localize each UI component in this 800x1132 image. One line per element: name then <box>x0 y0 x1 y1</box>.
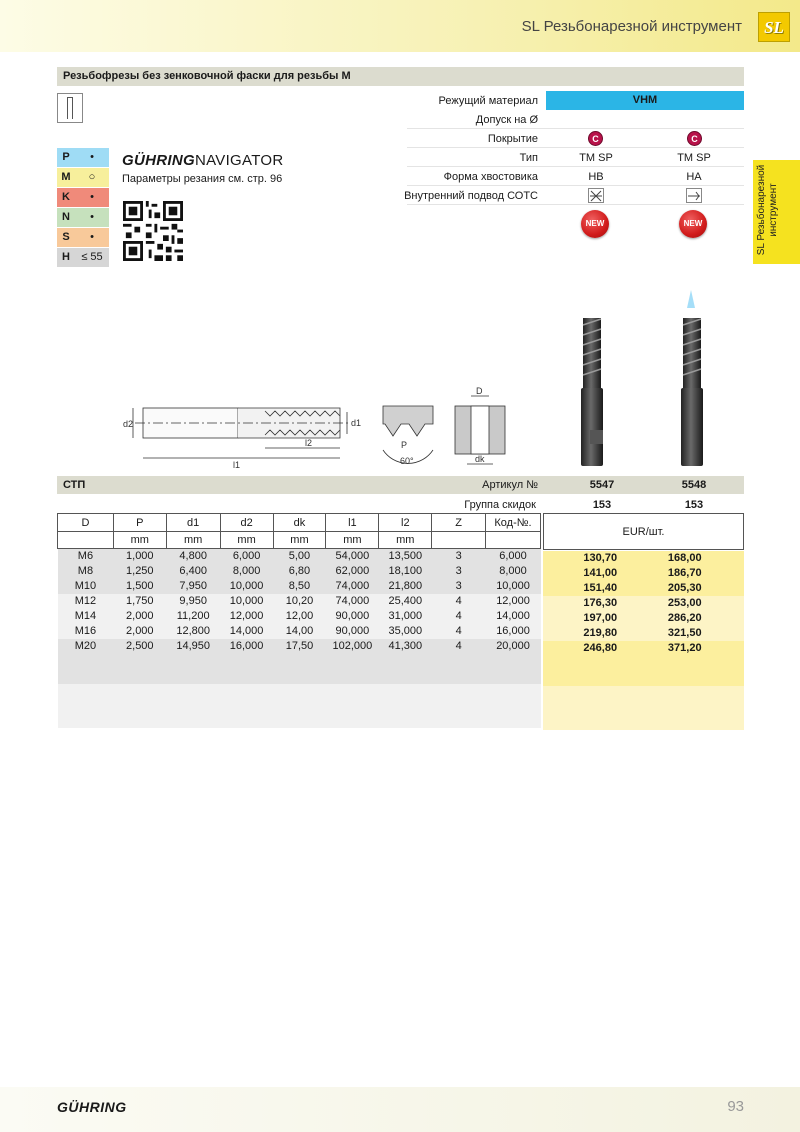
table-cell: 90,000 <box>335 625 370 637</box>
divider <box>407 166 744 167</box>
table-cell: 14,00 <box>285 625 314 637</box>
column-header: d2 <box>220 514 273 532</box>
table-cell: 6,400 <box>179 565 207 577</box>
table-cell: 102,000 <box>332 640 373 652</box>
material-letter: P <box>57 148 75 167</box>
table-cell: 8,50 <box>288 580 311 592</box>
cutter-profile-drawing <box>133 408 350 458</box>
table-cell: 3 <box>455 580 462 592</box>
column-header: D <box>58 514 114 532</box>
no-coolant-icon <box>588 188 604 203</box>
price-cell: 246,80 <box>583 642 618 654</box>
cutting-material-value: VHM <box>546 91 744 110</box>
dim-dk-label: dk <box>475 454 485 464</box>
table-cell: 17,50 <box>285 640 314 652</box>
table-cell: M16 <box>74 625 97 637</box>
material-letter: M <box>57 168 75 187</box>
table-cell: 3 <box>455 565 462 577</box>
prop-type-label: Тип <box>519 152 538 164</box>
article-number[interactable]: 5547 <box>589 479 615 491</box>
material-value: • <box>75 148 109 167</box>
table-row <box>58 579 541 594</box>
table-row <box>58 564 541 579</box>
technical-drawings <box>115 380 535 470</box>
unit-cell <box>432 532 486 549</box>
thread-profile-drawing <box>383 406 433 463</box>
price-cell: 371,20 <box>667 642 702 654</box>
table-cell: M12 <box>74 595 97 607</box>
price-row <box>543 611 744 626</box>
table-cell: M14 <box>74 610 97 622</box>
thread-mill-photo-5547 <box>581 318 603 466</box>
table-cell: 8,000 <box>499 565 527 577</box>
coating-icon: C <box>588 131 603 146</box>
material-value: • <box>75 228 109 247</box>
type-value: TM SP <box>579 152 613 164</box>
price-row <box>543 626 744 641</box>
price-cell: 176,30 <box>583 597 618 609</box>
tool-type-icon <box>57 93 83 123</box>
new-badge: NEW <box>679 210 707 238</box>
price-table <box>543 551 744 730</box>
unit-cell: mm <box>273 532 326 549</box>
qr-code-icon[interactable] <box>123 201 183 261</box>
chapter-side-tab[interactable] <box>753 160 800 264</box>
unit-cell <box>486 532 541 549</box>
table-cell: 4 <box>455 625 462 637</box>
material-letter: H <box>57 248 75 267</box>
shank-value: HB <box>588 171 604 183</box>
price-row <box>543 581 744 596</box>
material-row-s <box>57 228 109 247</box>
price-cell: 286,20 <box>667 612 702 624</box>
price-cell: 130,70 <box>583 552 618 564</box>
material-row-m <box>57 168 109 187</box>
table-row <box>58 549 541 564</box>
ctp-bar <box>57 476 744 494</box>
product-photos <box>570 290 720 475</box>
column-header: l2 <box>379 514 432 532</box>
divider <box>407 185 744 186</box>
section-title: Резьбофрезы без зенковочной фаски для резьбы M <box>57 67 744 86</box>
unit-cell: mm <box>166 532 220 549</box>
table-row <box>58 594 541 609</box>
table-cell: 6,000 <box>499 550 527 563</box>
table-row <box>58 639 541 654</box>
dim-angle-label: 60° <box>400 456 414 466</box>
table-cell: 18,100 <box>388 565 423 577</box>
prop-coating-label: Покрытие <box>487 133 538 145</box>
table-cell: 14,950 <box>176 640 210 652</box>
table-cell: M6 <box>77 550 94 563</box>
shank-value: HA <box>686 171 702 183</box>
coating-icon: C <box>687 131 702 146</box>
material-letter: N <box>57 208 75 227</box>
table-cell: M8 <box>77 565 94 577</box>
unit-cell: mm <box>113 532 166 549</box>
prop-tolerance-label: Допуск на Ø <box>475 114 538 126</box>
table-cell: 10,000 <box>229 580 264 592</box>
article-label: Артикул № <box>482 479 538 491</box>
price-cell: 197,00 <box>583 612 618 624</box>
page-header-title: SL Резьбонарезной инструмент <box>521 18 742 35</box>
price-cell: 253,00 <box>667 597 702 609</box>
navigator-brand: GÜHRING <box>122 152 195 169</box>
dimensions-table <box>57 513 541 728</box>
table-cell: 7,950 <box>179 580 207 592</box>
table-cell: 54,000 <box>335 550 370 563</box>
material-row-p <box>57 148 109 167</box>
unit-cell: mm <box>326 532 379 549</box>
price-cell: 321,50 <box>667 627 702 639</box>
divider <box>407 204 744 205</box>
table-cell: 12,800 <box>176 625 210 637</box>
table-cell: 16,000 <box>229 640 264 652</box>
table-header-row <box>58 514 541 532</box>
price-row <box>543 566 744 581</box>
table-cell: 16,000 <box>496 625 530 637</box>
article-number[interactable]: 5548 <box>681 479 707 491</box>
table-cell: 13,500 <box>388 550 423 563</box>
price-cell: 186,70 <box>667 567 702 579</box>
column-header: Код-№. <box>486 514 541 532</box>
column-header: Z <box>432 514 486 532</box>
table-cell: 74,000 <box>335 595 370 607</box>
discount-group-value: 153 <box>592 499 612 511</box>
material-value: • <box>75 188 109 207</box>
table-cell: 14,000 <box>496 610 530 622</box>
table-cell: 4 <box>455 610 462 622</box>
page-number: 93 <box>727 1098 744 1115</box>
table-cell: 12,000 <box>229 610 264 622</box>
material-letter: S <box>57 228 75 247</box>
table-cell: 6,80 <box>288 565 311 577</box>
discount-group-label: Группа скидок <box>464 499 536 511</box>
price-cell: 205,30 <box>667 582 702 594</box>
prop-coolant-label: Внутренний подвод СОТС <box>404 190 538 202</box>
table-cell: 6,000 <box>232 550 261 563</box>
column-header: d1 <box>166 514 220 532</box>
prop-cutting-material-label: Режущий материал <box>438 95 538 107</box>
table-cell: 21,800 <box>388 580 423 592</box>
footer-guhring-logo: GÜHRING <box>57 1099 127 1115</box>
price-filler-row <box>543 686 744 730</box>
guhring-navigator-logo[interactable] <box>122 152 284 169</box>
price-row <box>543 641 744 656</box>
table-cell: 90,000 <box>335 610 370 622</box>
price-row <box>543 596 744 611</box>
table-cell: 5,00 <box>288 550 311 563</box>
dim-D-label: D <box>476 386 483 396</box>
material-table <box>57 148 109 268</box>
unit-cell <box>58 532 114 549</box>
table-cell: 41,300 <box>388 640 423 652</box>
table-cell: M10 <box>74 580 97 592</box>
chapter-side-tab-label: SL Резьбонарезной инструмент <box>756 164 779 256</box>
column-header: dk <box>273 514 326 532</box>
dim-pitch-label: P <box>401 440 408 450</box>
table-row <box>58 609 541 624</box>
table-cell: 25,400 <box>388 595 423 607</box>
navigator-suffix: NAVIGATOR <box>194 152 284 169</box>
thread-mill-photo-5548 <box>681 290 703 466</box>
price-cell: 151,40 <box>583 582 618 594</box>
sl-logo: SL <box>758 12 790 42</box>
table-cell: 9,950 <box>179 595 207 607</box>
table-cell: 62,000 <box>335 565 370 577</box>
table-cell: 1,750 <box>126 595 154 607</box>
material-row-k <box>57 188 109 207</box>
table-cell: 1,000 <box>126 550 154 563</box>
table-cell: 2,500 <box>126 640 154 652</box>
type-value: TM SP <box>677 152 711 164</box>
internal-coolant-icon <box>686 188 702 203</box>
ctp-label: СТП <box>63 479 86 491</box>
dim-d1-label: d1 <box>351 418 362 428</box>
price-header: EUR/шт. <box>543 513 744 550</box>
new-badge: NEW <box>581 210 609 238</box>
material-value: ≤ 55 <box>75 248 109 267</box>
dim-l1-label: l1 <box>233 460 241 470</box>
table-filler-cell <box>58 654 541 684</box>
table-cell: 12,000 <box>496 595 530 607</box>
table-cell: 10,000 <box>496 580 530 592</box>
column-header: P <box>113 514 166 532</box>
divider <box>407 128 744 129</box>
table-cell: 1,500 <box>126 580 154 592</box>
table-cell: 3 <box>455 550 462 563</box>
table-cell: 20,000 <box>496 640 530 652</box>
material-value: • <box>75 208 109 227</box>
table-row <box>58 624 541 639</box>
material-value: ○ <box>75 168 109 187</box>
table-cell: 10,000 <box>229 595 264 607</box>
dim-d2-label: d2 <box>123 419 134 429</box>
table-units-row <box>58 532 541 549</box>
price-filler-row <box>543 656 744 686</box>
price-cell: 168,00 <box>667 552 702 564</box>
table-filler-row <box>58 684 541 728</box>
unit-cell: mm <box>379 532 432 549</box>
table-cell: 2,000 <box>126 625 154 637</box>
table-cell: 2,000 <box>126 610 154 622</box>
price-cell: 219,80 <box>583 627 618 639</box>
discount-group-value: 153 <box>684 499 704 511</box>
table-cell: M20 <box>74 640 97 652</box>
table-cell: 35,000 <box>388 625 423 637</box>
table-cell: 4 <box>455 595 462 607</box>
material-row-n <box>57 208 109 227</box>
dim-l2-label: l2 <box>305 438 313 448</box>
divider <box>407 147 744 148</box>
price-cell: 141,00 <box>583 567 618 579</box>
table-cell: 1,250 <box>126 565 154 577</box>
prop-shank-label: Форма хвостовика <box>443 171 538 183</box>
table-cell: 11,200 <box>176 610 210 622</box>
table-cell: 31,000 <box>388 610 423 622</box>
table-cell: 14,000 <box>229 625 264 637</box>
material-row-h <box>57 248 109 267</box>
table-filler-row <box>58 654 541 684</box>
unit-cell: mm <box>220 532 273 549</box>
cutting-params-note: Параметры резания см. стр. 96 <box>122 173 283 185</box>
price-row <box>543 551 744 566</box>
table-cell: 4,800 <box>179 550 207 563</box>
table-cell: 8,000 <box>232 565 261 577</box>
table-cell: 12,00 <box>285 610 314 622</box>
table-filler-cell <box>58 684 541 728</box>
table-cell: 4 <box>455 640 462 652</box>
table-cell: 74,000 <box>335 580 370 592</box>
column-header: l1 <box>326 514 379 532</box>
table-cell: 10,20 <box>285 595 314 607</box>
material-letter: K <box>57 188 75 207</box>
